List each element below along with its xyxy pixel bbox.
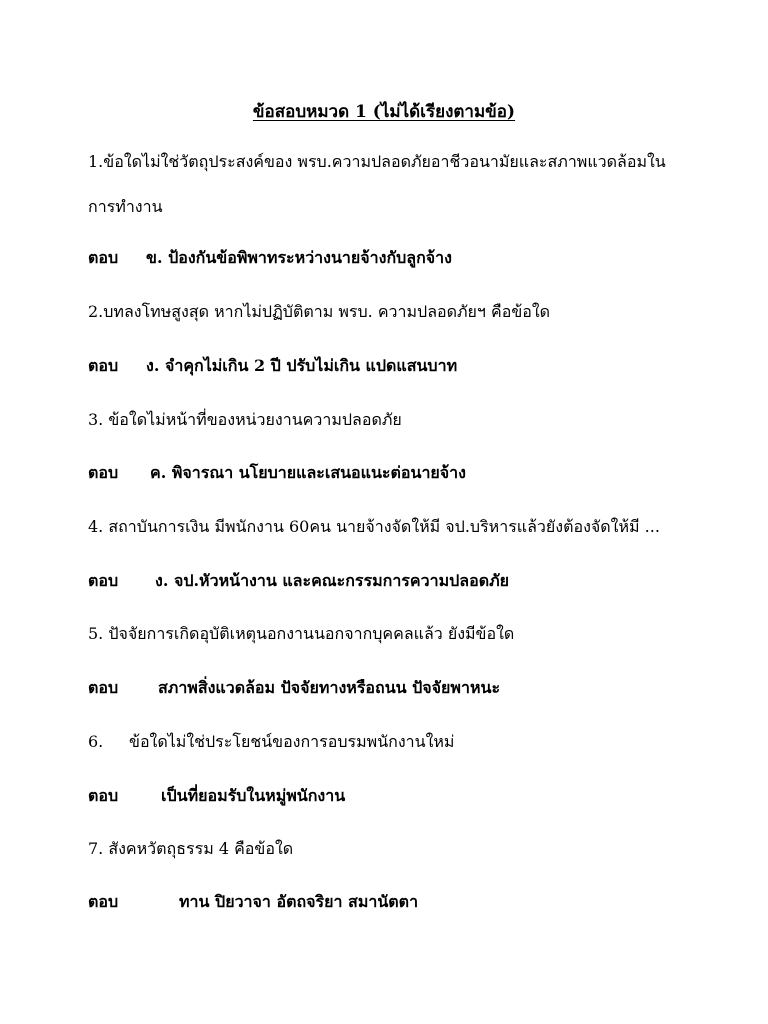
answer-text: ข. ป้องกันข้อพิพาทระหว่างนายจ้างกับลูกจ้าง <box>146 248 452 267</box>
answer-7 <box>88 890 418 914</box>
answer-text: ค. พิจารณา นโยบายและเสนอแนะต่อนายจ้าง <box>150 463 466 482</box>
question-7: 7. สังคหวัตถุธรรม 4 คือข้อใด <box>88 839 294 858</box>
answer-text: ง. จำคุกไม่เกิน 2 ปี ปรับไม่เกิน แปดแสนบาท <box>146 356 458 375</box>
answer-text: สภาพสิ่งแวดล้อม ปัจจัยทางหรือถนน ปัจจัยพาหนะ <box>158 678 501 697</box>
answer-label: ตอบ <box>88 786 119 805</box>
question-number: 6. <box>88 732 104 751</box>
answer-6 <box>88 784 345 808</box>
question-5: 5. ปัจจัยการเกิดอุบัติเหตุนอกงานนอกจากบุคคลแล้ว ยังมีข้อใด <box>88 624 515 643</box>
answer-label: ตอบ <box>88 356 119 375</box>
answer-2 <box>88 354 457 378</box>
question-1-line-1: 1.ข้อใดไม่ใช่วัตถุประสงค์ของ พรบ.ความปลอดภัยอาชีวอนามัยและสภาพแวดล้อมใน <box>88 152 666 171</box>
answer-3 <box>88 461 466 485</box>
answer-label: ตอบ <box>88 463 119 482</box>
answer-label: ตอบ <box>88 892 119 911</box>
answer-text: ทาน ปิยวาจา อัตถจริยา สมานัตตา <box>179 892 419 911</box>
question-2: 2.บทลงโทษสูงสุด หากไม่ปฏิบัติตาม พรบ. ความปลอดภัยฯ คือข้อใด <box>88 302 551 321</box>
answer-text: ง. จป.หัวหน้างาน และคณะกรรมการความปลอดภัย <box>155 571 509 590</box>
document-title: ข้อสอบหมวด 1 (ไม่ได้เรียงตามข้อ) <box>252 102 516 122</box>
answer-text: เป็นที่ยอมรับในหมู่พนักงาน <box>161 786 346 805</box>
answer-1 <box>88 246 452 270</box>
answer-5 <box>88 676 500 700</box>
answer-label: ตอบ <box>88 678 119 697</box>
question-1-line-2: การทำงาน <box>88 197 163 216</box>
question-text: ข้อใดไม่ใช่ประโยชน์ของการอบรมพนักงานใหม่ <box>129 732 455 751</box>
answer-label: ตอบ <box>88 248 119 267</box>
question-3: 3. ข้อใดไม่หน้าที่ของหน่วยงานความปลอดภัย <box>88 410 402 429</box>
question-4: 4. สถาบันการเงิน มีพนักงาน 60คน นายจ้างจัดให้มี จป.บริหารแล้วยังต้องจัดให้มี ... <box>88 517 660 536</box>
answer-label: ตอบ <box>88 571 119 590</box>
question-6 <box>88 730 454 754</box>
answer-4 <box>88 569 509 593</box>
